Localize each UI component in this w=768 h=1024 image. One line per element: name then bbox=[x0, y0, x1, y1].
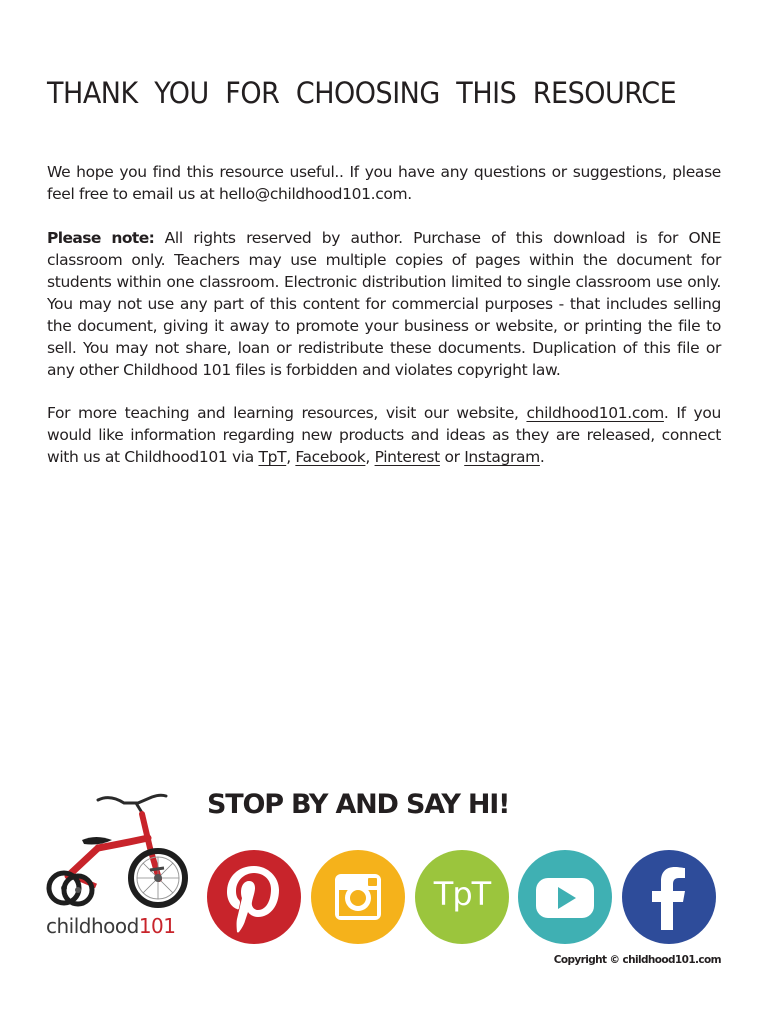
instagram-button[interactable] bbox=[311, 850, 405, 944]
pinterest-link[interactable]: Pinterest bbox=[374, 448, 440, 466]
separator: , bbox=[365, 448, 375, 466]
separator: , bbox=[286, 448, 296, 466]
separator: or bbox=[439, 448, 465, 466]
tpt-icon: TpT bbox=[433, 875, 491, 913]
pinterest-icon bbox=[207, 850, 301, 944]
logo-wordmark bbox=[46, 914, 176, 938]
logo-number: 101 bbox=[138, 914, 176, 938]
note-text: All rights reserved by author. Purchase of this download is for ONE classroom only. Teachers may use multiple copies of pages within the document for students within one classroom. Electronic distribution limited to single classroom use only. You may not use any part of this content for commercial purposes - that includes selling the document, giving it away to promote your business or website, or printing the file to sell. You may not share, loan or redistribute these documents. Duplication of this file or any other Childhood 101 files is forbidden and violates copyright law. bbox=[47, 229, 721, 379]
resources-text-middle: . If you would like information regarding new products and ideas as they are released, connect with us at Childhood101 via bbox=[47, 404, 721, 466]
page-title: THANK YOU FOR CHOOSING THIS RESOURCE bbox=[47, 76, 677, 110]
tricycle-icon bbox=[38, 786, 194, 926]
intro-paragraph: We hope you find this resource useful.. If you have any questions or suggestions, please feel free to email us at hello@childhood101.com. bbox=[47, 163, 721, 203]
pinterest-button[interactable] bbox=[207, 850, 301, 944]
social-heading: STOP BY AND SAY HI! bbox=[207, 789, 510, 820]
note-paragraph bbox=[47, 227, 721, 381]
resources-paragraph bbox=[47, 402, 721, 468]
facebook-icon bbox=[622, 850, 716, 944]
note-label: Please note: bbox=[47, 229, 155, 247]
instagram-link[interactable]: Instagram bbox=[464, 448, 540, 466]
copyright-text: Copyright © childhood101.com bbox=[553, 954, 721, 966]
childhood101-logo bbox=[38, 786, 194, 946]
facebook-link[interactable]: Facebook bbox=[295, 448, 366, 466]
tpt-button[interactable] bbox=[415, 850, 509, 944]
resources-text-end: . bbox=[539, 448, 545, 466]
logo-word: childhood bbox=[46, 914, 139, 938]
facebook-button[interactable] bbox=[622, 850, 716, 944]
youtube-icon bbox=[518, 850, 612, 944]
resources-text-start: For more teaching and learning resources, visit our website, bbox=[47, 404, 527, 422]
tpt-link[interactable]: TpT bbox=[258, 448, 287, 466]
website-link[interactable]: childhood101.com bbox=[526, 404, 664, 422]
instagram-icon bbox=[311, 850, 405, 944]
youtube-button[interactable] bbox=[518, 850, 612, 944]
